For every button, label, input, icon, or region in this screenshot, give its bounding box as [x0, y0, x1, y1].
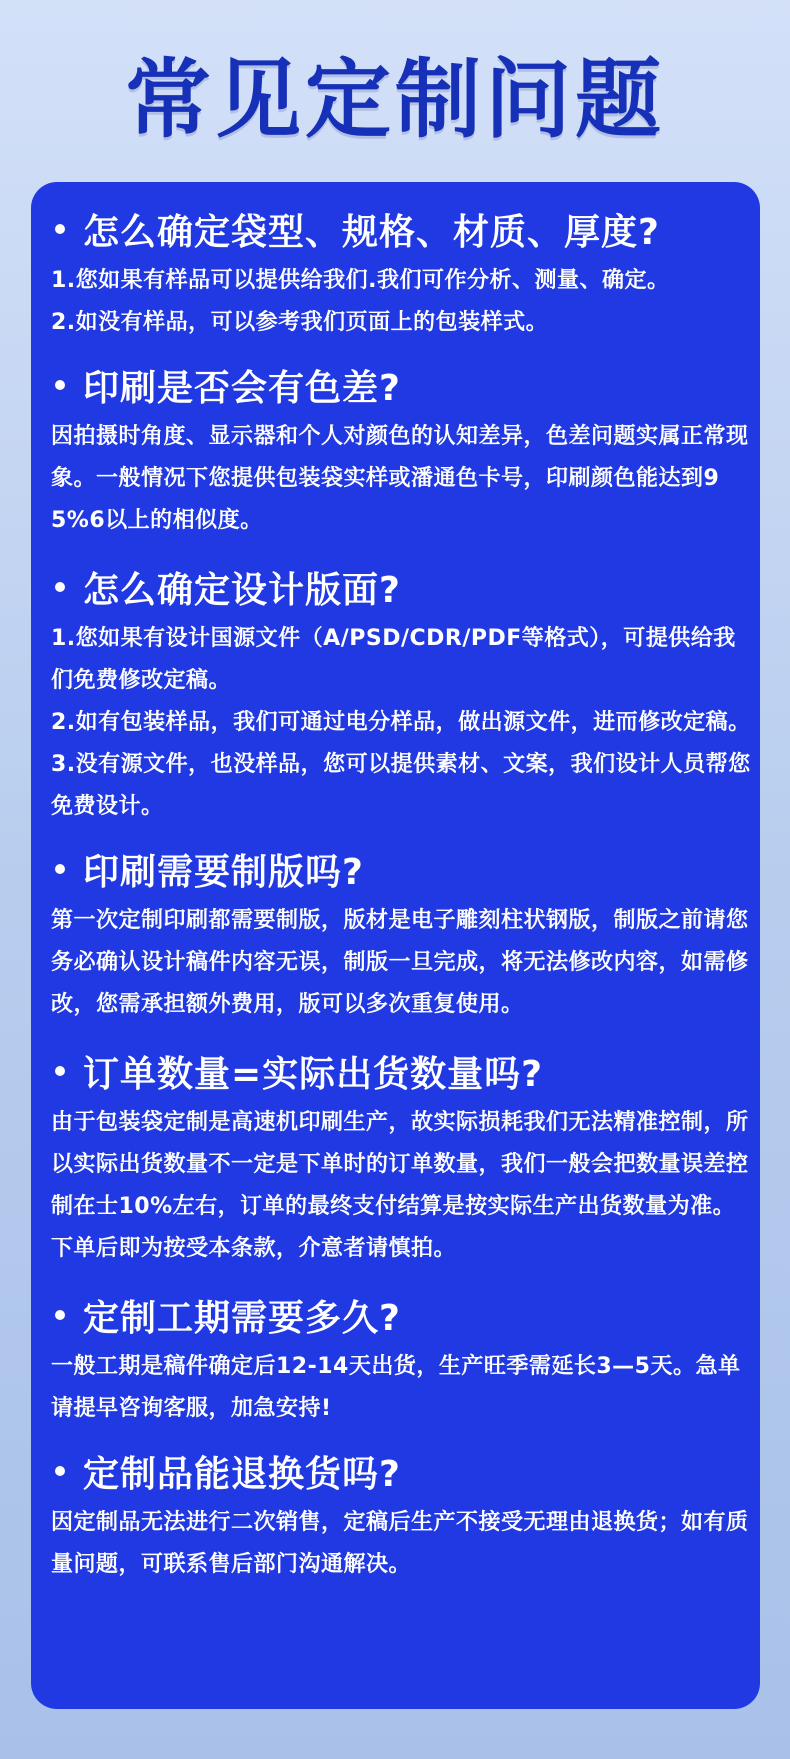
bullet-icon	[55, 582, 65, 592]
page-title: 常见定制问题	[125, 50, 665, 150]
faq-question-text: 印刷是否会有色差?	[83, 367, 401, 409]
answer-line: 一般工期是稿件确定后12-14天出货，生产旺季需延长3—5天。急单请提早咨询客服，加急安持!	[51, 1354, 741, 1421]
faq-question	[51, 838, 760, 900]
faq-answer	[51, 260, 755, 344]
faq-question	[51, 556, 760, 618]
answer-line: 因拍摄时角度、显示器和个人对颜色的认知差异，色差问题实属正常现象。一般情况下您提供包装袋实样或潘通色卡号，印刷颜色能达到95%6以上的相似度。	[51, 424, 749, 533]
bullet-icon	[55, 380, 65, 390]
faq-answer	[51, 416, 755, 542]
faq-item	[51, 1440, 760, 1586]
bullet-icon	[55, 1066, 65, 1076]
faq-question	[51, 1440, 760, 1502]
faq-question-text: 怎么确定袋型、规格、材质、厚度?	[83, 211, 660, 253]
bullet-icon	[55, 1310, 65, 1320]
faq-panel	[31, 182, 760, 1709]
bullet-icon	[55, 1466, 65, 1476]
bullet-icon	[55, 864, 65, 874]
answer-line: 1.您如果有样品可以提供给我们.我们可作分析、测量、确定。	[51, 268, 670, 293]
faq-question	[51, 1284, 760, 1346]
faq-item	[51, 354, 760, 542]
answer-line: 由于包装袋定制是高速机印刷生产，故实际损耗我们无法精准控制，所以实际出货数量不一定是下单时的订单数量，我们一般会把数量误差控制在士10%左右，订单的最终支付结算是按实际生产出货数量为准。下单后即为按受本条款，介意者请慎拍。	[51, 1110, 749, 1261]
faq-answer	[51, 1102, 755, 1270]
faq-question-text: 订单数量=实际出货数量吗?	[83, 1053, 544, 1095]
faq-item	[51, 556, 760, 828]
faq-question	[51, 1040, 760, 1102]
answer-line: 因定制品无法进行二次销售，定稿后生产不接受无理由退换货；如有质量问题，可联系售后部门沟通解决。	[51, 1510, 749, 1577]
answer-line: 3.没有源文件，也没样品，您可以提供素材、文案，我们设计人员帮您免费设计。	[51, 752, 751, 819]
bullet-icon	[55, 224, 65, 234]
answer-line: 2.如没有样品，可以参考我们页面上的包装样式。	[51, 310, 549, 335]
answer-line: 2.如有包装样品，我们可通过电分样品，做出源文件，进而修改定稿。	[51, 710, 751, 735]
faq-item	[51, 1040, 760, 1270]
faq-question-text: 怎么确定设计版面?	[83, 569, 401, 611]
faq-item	[51, 838, 760, 1026]
faq-answer	[51, 618, 755, 828]
faq-item	[51, 198, 760, 344]
faq-question	[51, 354, 760, 416]
faq-question-text: 定制工期需要多久?	[83, 1297, 401, 1339]
faq-answer	[51, 900, 755, 1026]
faq-question-text: 定制品能退换货吗?	[83, 1453, 401, 1495]
faq-answer	[51, 1502, 755, 1586]
answer-line: 1.您如果有设计国源文件（A/PSD/CDR/PDF等格式），可提供给我们免费修改定稿。	[51, 626, 736, 693]
answer-line: 第一次定制印刷都需要制版，版材是电子雕刻柱状钢版，制版之前请您务必确认设计稿件内容无误，制版一旦完成，将无法修改内容，如需修改，您需承担额外费用，版可以多次重复使用。	[51, 908, 749, 1017]
faq-question-text: 印刷需要制版吗?	[83, 851, 364, 893]
faq-item	[51, 1284, 760, 1430]
faq-answer	[51, 1346, 755, 1430]
faq-question	[51, 198, 760, 260]
